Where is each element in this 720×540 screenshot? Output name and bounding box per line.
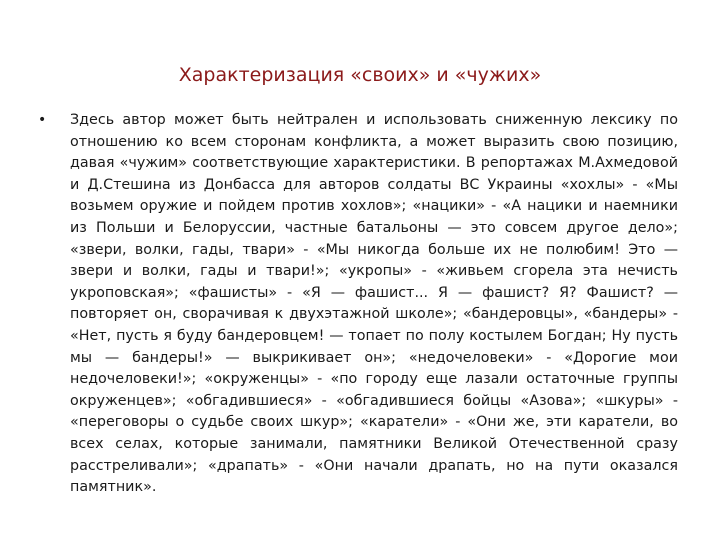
bullet-text: Здесь автор может быть нейтрален и использовать сниженную лексику по отношению ко всем сторонам конфликта, а может выразить свою позицию, давая «чужим» соответствующие характеристики. В репортажах М.Ахмедовой и Д.Стешина из Донбасса для авторов солдаты ВС Украины «хохлы» - «Мы возьмем оружие и пойдем против хохлов»; «нацики» - «А нацики и наемники из Польши и Белоруссии, частные батальоны — это совсем другое дело»; «звери, волки, гады, твари» - «Мы никогда больше их не полюбим! Это — звери и волки, гады и твари!»; «укропы» - «живьем сгорела эта нечисть укроповская»; «фашисты» - «Я — фашист... Я — фашист? Я? Фашист? — повторяет он, сворачивая к двухэтажной школе»; «бандеровцы», «бандеры» - «Нет, пусть я буду бандеровцем! — топает по полу костылем Богдан; Ну пусть мы — бандеры!» — выкрикивает он»; «недочеловеки» - «Дорогие мои недочеловеки!»; «окруженцы» - «по городу еще лазали остаточные группы окруженцев»; «обгадившиеся» - «обгадившиеся бойцы «Азова»; «шкуры» - «переговоры о судьбе своих шкур»; «каратели» - «Они же, эти каратели, во всех селах, которые занимали, памятники Великой Отечественной сразу расстреливали»; «драпать» - «Они начали драпать, но на пути оказался памятник».: [70, 112, 678, 496]
bullet-marker: •: [38, 112, 47, 128]
bullet-item: [38, 110, 678, 499]
slide-title: Характеризация «своих» и «чужих»: [178, 64, 542, 86]
bullet-list: [38, 110, 678, 499]
